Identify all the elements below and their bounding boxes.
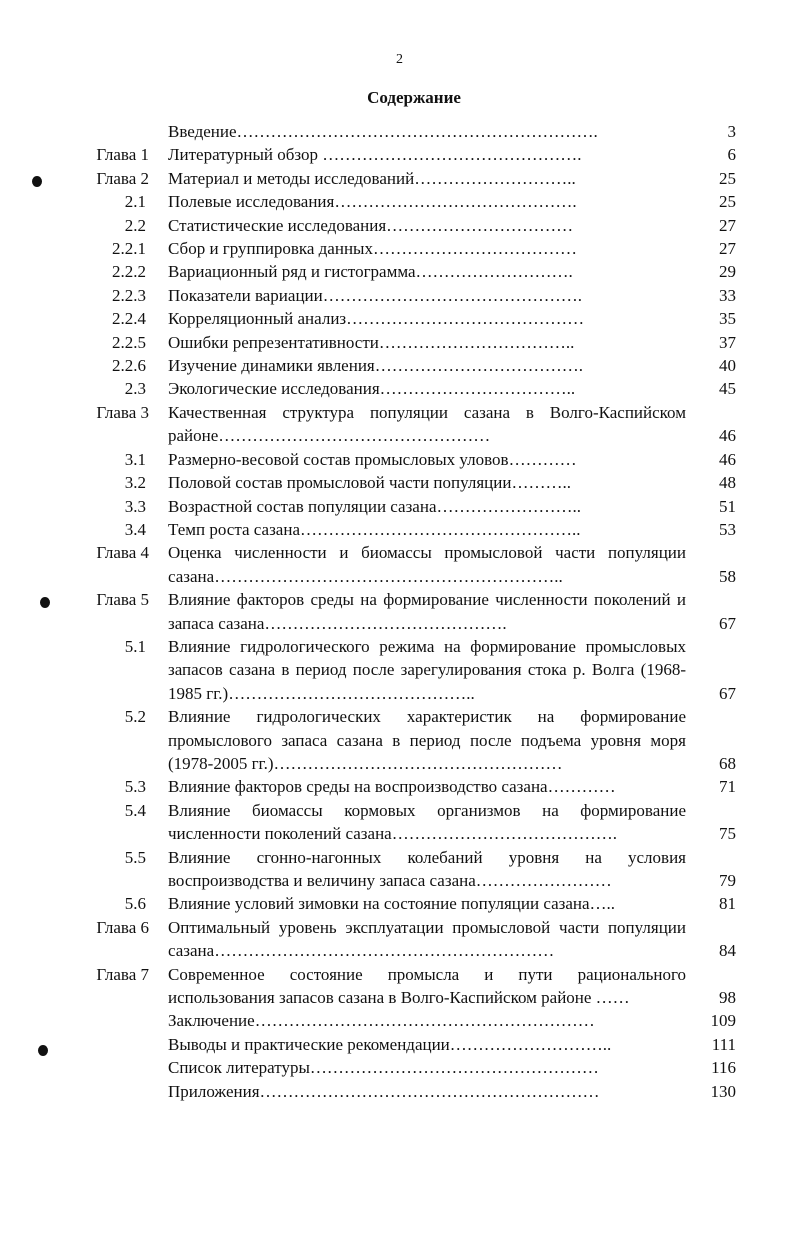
toc-entry xyxy=(0,846,799,893)
toc-entry-page: 48 xyxy=(719,473,736,493)
toc-entry xyxy=(0,1080,799,1103)
toc-entry-title: Оптимальный уровень эксплуатации промысловой части популяции сазана…………………………………………………… xyxy=(168,917,686,961)
toc-entry-page: 67 xyxy=(719,683,736,703)
toc-entry-page: 29 xyxy=(719,262,736,282)
toc-entry-number: 2.2.2 xyxy=(112,262,146,282)
toc-entry-page: 116 xyxy=(711,1058,736,1078)
toc-entry xyxy=(0,237,799,260)
toc-entry xyxy=(0,331,799,354)
toc-entry xyxy=(0,963,799,1010)
toc-entry-number: 5.6 xyxy=(124,894,146,914)
toc-entry-title: Корреляционный анализ…………………………………… xyxy=(168,309,585,329)
toc-entry-number: 2.2.6 xyxy=(112,356,146,376)
toc-entry-page: 37 xyxy=(719,332,736,352)
toc-entry-number: 2.1 xyxy=(124,192,146,212)
toc-entry-title: Качественная структура популяции сазана в Волго-Каспийском районе………………………………………… xyxy=(168,402,686,446)
toc-entry-title: Возрастной состав популяции сазана…………………….. xyxy=(168,496,581,516)
toc-entry-number: 5.5 xyxy=(124,847,146,867)
toc-entry-number: Глава 6 xyxy=(96,917,149,937)
toc-entry xyxy=(0,284,799,307)
toc-entry-page: 46 xyxy=(719,449,736,469)
toc-entry-number: 2.2.3 xyxy=(112,285,146,305)
toc-entry xyxy=(0,495,799,518)
toc-entry-number: 3.2 xyxy=(124,473,146,493)
toc-entry-page: 68 xyxy=(719,753,736,773)
toc-entry-title: Статистические исследования…………………………… xyxy=(168,215,574,235)
toc-entry xyxy=(0,120,799,143)
toc-entry-page: 46 xyxy=(719,426,736,446)
toc-entry xyxy=(0,705,799,775)
page-title: Содержание xyxy=(367,88,461,107)
toc-entry-number: 3.1 xyxy=(124,449,146,469)
toc-entry-title: Вариационный ряд и гистограмма………………………. xyxy=(168,262,573,282)
punch-hole-mark xyxy=(38,1045,48,1056)
toc-entry-title: Темп роста сазана………………………………………….. xyxy=(168,519,581,539)
toc-entry-number: Глава 4 xyxy=(96,543,149,563)
toc-entry xyxy=(0,260,799,283)
toc-entry xyxy=(0,307,799,330)
toc-entry-number: 2.2.1 xyxy=(112,239,146,259)
toc-entry xyxy=(0,541,799,588)
toc-entry xyxy=(0,775,799,798)
toc-entry-page: 81 xyxy=(719,894,736,914)
toc-entry xyxy=(0,892,799,915)
toc-entry xyxy=(0,588,799,635)
toc-entry-title: Заключение…………………………………………………… xyxy=(168,1011,595,1031)
toc-entry xyxy=(0,167,799,190)
toc-entry-title: Экологические исследования…………………………….. xyxy=(168,379,576,399)
toc-entry-title: Приложения…………………………………………………… xyxy=(168,1081,600,1101)
toc-entry-title: Влияние условий зимовки на состояние популяции сазана….. xyxy=(168,894,616,914)
toc-entry-page: 45 xyxy=(719,379,736,399)
table-of-contents xyxy=(0,120,799,1103)
toc-entry-title: Показатели вариации………………………………………. xyxy=(168,285,582,305)
toc-entry-number: 2.2.4 xyxy=(112,309,146,329)
toc-entry-title: Ошибки репрезентативности…………………………….. xyxy=(168,332,575,352)
toc-entry-number: 5.2 xyxy=(124,707,146,727)
toc-entry-title: Сбор и группировка данных……………………………… xyxy=(168,239,577,259)
toc-entry-number: Глава 5 xyxy=(96,590,149,610)
toc-entry-title: Влияние факторов среды на формирование численности поколений и запаса сазана……………………………………. xyxy=(168,590,686,633)
toc-entry-page: 25 xyxy=(719,192,736,212)
toc-entry-number: Глава 3 xyxy=(96,402,149,422)
toc-entry xyxy=(0,448,799,471)
toc-entry xyxy=(0,1033,799,1056)
toc-entry-title: Влияние биомассы кормовых организмов на формирование численности поколений сазана…………………………………. xyxy=(168,800,686,844)
toc-entry-title: Изучение динамики явления………………………………. xyxy=(168,356,583,376)
toc-entry-title: Материал и методы исследований……………………….. xyxy=(168,168,576,188)
toc-entry-title: Половой состав промысловой части популяции……….. xyxy=(168,473,571,493)
toc-entry xyxy=(0,1056,799,1079)
toc-entry-title: Современное состояние промысла и пути рационального использования запасов сазана в Волго-Каспийском районе …… xyxy=(168,964,686,1008)
toc-entry-page: 111 xyxy=(711,1034,736,1054)
toc-entry-page: 27 xyxy=(719,215,736,235)
toc-entry-title: Влияние гидрологического режима на формирование промысловых запасов сазана в период после зарегулирования стока р. Волга (1968-1985 гг.)…………………………………….. xyxy=(168,636,686,703)
toc-entry-page: 27 xyxy=(719,239,736,259)
toc-entry-title: Размерно-весовой состав промысловых уловов………… xyxy=(168,449,577,469)
punch-hole-mark xyxy=(32,176,42,187)
toc-entry-page: 98 xyxy=(719,988,736,1008)
toc-entry-page: 109 xyxy=(710,1011,736,1031)
toc-entry-number: Глава 7 xyxy=(96,964,149,984)
toc-entry-page: 53 xyxy=(719,519,736,539)
toc-entry-page: 33 xyxy=(719,285,736,305)
toc-entry xyxy=(0,214,799,237)
toc-entry xyxy=(0,354,799,377)
toc-entry-page: 75 xyxy=(719,824,736,844)
toc-entry xyxy=(0,635,799,705)
toc-entry-number: 2.2 xyxy=(124,215,146,235)
toc-entry xyxy=(0,1009,799,1032)
toc-entry xyxy=(0,518,799,541)
toc-entry-number: 5.3 xyxy=(124,777,146,797)
toc-entry-number: 2.2.5 xyxy=(112,332,146,352)
toc-entry-page: 58 xyxy=(719,566,736,586)
toc-entry xyxy=(0,377,799,400)
toc-entry-number: 2.3 xyxy=(124,379,146,399)
toc-entry-number: 5.1 xyxy=(124,636,146,656)
toc-entry xyxy=(0,190,799,213)
toc-entry-title: Введение………………………………………………………. xyxy=(168,122,598,141)
toc-entry-title: Выводы и практические рекомендации……………………….. xyxy=(168,1034,612,1054)
toc-entry-page: 79 xyxy=(719,871,736,890)
page-number: 2 xyxy=(396,52,403,67)
toc-entry-page: 71 xyxy=(719,777,736,797)
toc-entry-page: 130 xyxy=(710,1081,736,1101)
toc-entry-page: 6 xyxy=(727,145,736,165)
toc-entry-title: Литературный обзор ………………………………………. xyxy=(168,145,582,165)
toc-entry-title: Влияние факторов среды на воспроизводство сазана………… xyxy=(168,777,616,797)
toc-entry xyxy=(0,401,799,448)
toc-entry-number: 3.4 xyxy=(124,519,146,539)
toc-entry xyxy=(0,143,799,166)
toc-entry-number: Глава 1 xyxy=(96,145,149,165)
toc-entry xyxy=(0,471,799,494)
toc-entry-page: 67 xyxy=(719,613,736,633)
toc-entry-page: 3 xyxy=(727,122,736,141)
toc-entry-title: Список литературы…………………………………………… xyxy=(168,1058,599,1078)
toc-entry-number: Глава 2 xyxy=(96,168,149,188)
toc-entry-page: 84 xyxy=(719,941,736,961)
toc-entry-title: Влияние сгонно-нагонных колебаний уровня на условия воспроизводства и величину запаса сазана…………………… xyxy=(168,847,686,890)
toc-entry-page: 35 xyxy=(719,309,736,329)
toc-entry-page: 51 xyxy=(719,496,736,516)
toc-entry-page: 40 xyxy=(719,356,736,376)
toc-entry-number: 5.4 xyxy=(124,800,146,820)
toc-entry-number: 3.3 xyxy=(124,496,146,516)
punch-hole-mark xyxy=(40,597,50,608)
toc-entry-title: Полевые исследования……………………………………. xyxy=(168,192,577,212)
toc-entry-title: Оценка численности и биомассы промысловой части популяции сазана…………………………………………………….. xyxy=(168,543,686,586)
toc-entry-title: Влияние гидрологических характеристик на формирование промыслового запаса сазана в период после подъема уровня моря (1978-2005 гг.)…………………………………………… xyxy=(168,707,686,773)
toc-entry xyxy=(0,799,799,846)
toc-entry-page: 25 xyxy=(719,168,736,188)
toc-entry xyxy=(0,916,799,963)
